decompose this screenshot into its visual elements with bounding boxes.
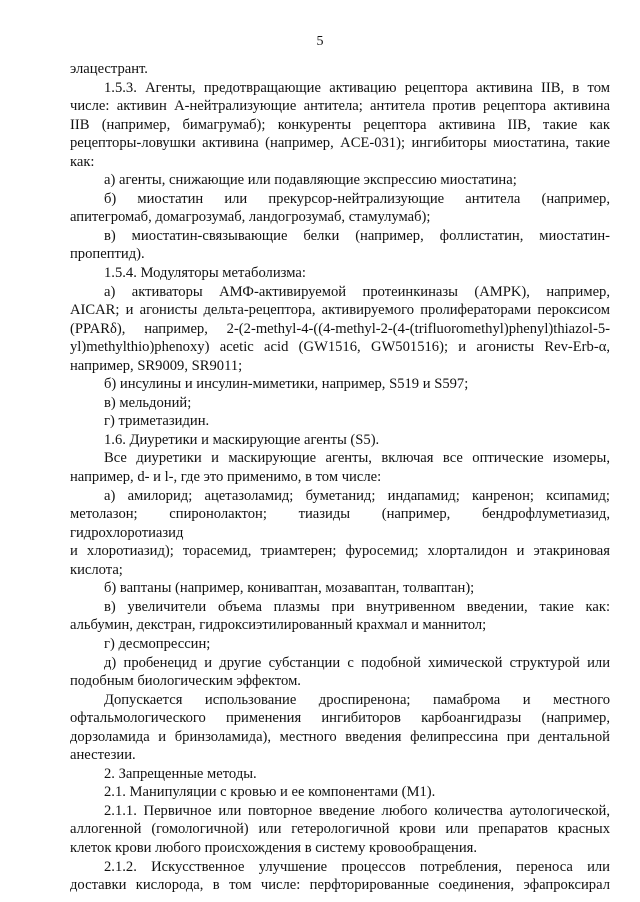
text-line: б) ваптаны (например, кониваптан, мозаваптан, толваптан); xyxy=(104,580,475,597)
text-line: рецепторы-ловушки активина (например, ACE-031); ингибиторы миостатина, такие xyxy=(70,135,610,152)
text-line: например, d- и l-, где это применимо, в том числе: xyxy=(70,469,382,486)
text-line: альбумин, декстран, гидроксиэтилированный крахмал и маннитол; xyxy=(70,617,487,634)
text-line: доставки кислорода, в том числе: перфторированные соединения, эфапроксирал xyxy=(70,877,610,894)
text-line: д) пробенецид и другие субстанции с подобной химической структурой или xyxy=(104,654,610,671)
text-line: г) триметазидин. xyxy=(104,413,210,430)
text-line: дорзоламида и бринзоламида), местного введения фелипрессина при дентальной xyxy=(70,728,610,745)
text-line: а) амилорид; ацетазоламид; буметанид; индапамид; канренон; ксипамид; xyxy=(104,487,610,504)
text-line: 2.1.1. Первичное или повторное введение любого количества аутологической, xyxy=(104,802,610,819)
text-line: 1.5.4. Модуляторы метаболизма: xyxy=(104,265,306,282)
text-line: Допускается использование дроспиренона; памаброма и местного xyxy=(104,691,610,708)
text-line: апитегромаб, домагрозумаб, ландогрозумаб, стамулумаб); xyxy=(70,209,431,226)
text-line: клеток крови любого происхождения в систему кровообращения. xyxy=(70,839,478,856)
text-line: (PPARδ), например, 2-(2-methyl-4-((4-methyl-2-(4-(trifluoromethyl)phenyl)thiazol-5- xyxy=(70,320,610,337)
text-line: 2. Запрещенные методы. xyxy=(104,765,257,782)
text-line: анестезии. xyxy=(70,747,136,764)
document-body xyxy=(70,60,610,895)
text-line: yl)methylthio)phenoxy) acetic acid (GW1516, GW501516); и агонисты Rev-Erb-α, xyxy=(70,339,610,356)
text-line: а) активаторы АМФ-активируемой протеинкиназы (AMPK), например, xyxy=(104,283,610,300)
text-line: например, SR9009, SR9011; xyxy=(70,357,243,374)
text-line: в) увеличители объема плазмы при внутривенном введении, такие как: xyxy=(104,598,610,615)
text-line: 2.1. Манипуляции с кровью и ее компонентами (M1). xyxy=(104,784,436,801)
text-line: офтальмологического применения ингибиторов карбоангидразы (например, xyxy=(70,710,610,727)
text-line: элацестрант. xyxy=(70,61,148,77)
text-line: метолазон; спиронолактон; тиазиды (например, бендрофлуметиазид, xyxy=(70,506,610,523)
text-line: кислота; xyxy=(70,561,123,578)
text-line: Все диуретики и маскирующие агенты, включая все оптические изомеры, xyxy=(104,450,610,467)
page-number: 5 xyxy=(316,34,324,49)
text-line: 1.6. Диуретики и маскирующие агенты (S5). xyxy=(104,431,380,448)
text-line: в) миостатин-связывающие белки (например, фоллистатин, миостатин- xyxy=(104,227,610,244)
text-line: и хлоротиазид); торасемид, триамтерен; фуросемид; хлорталидон и этакриновая xyxy=(70,543,610,560)
text-line: аллогенной (гомологичной) или гетерологичной крови или препаратов красных xyxy=(70,821,610,838)
text-line: а) агенты, снижающие или подавляющие экспрессию миостатина; xyxy=(104,172,517,189)
text-line: как: xyxy=(70,153,95,170)
text-line: 2.1.2. Искусственное улучшение процессов потребления, переноса или xyxy=(104,858,610,875)
text-line: в) мельдоний; xyxy=(104,394,192,411)
text-line: г) десмопрессин; xyxy=(104,635,211,652)
text-line: пропептид). xyxy=(70,246,145,263)
text-line: б) миостатин или прекурсор-нейтрализующие антитела (например, xyxy=(104,190,610,207)
text-line: б) инсулины и инсулин-миметики, например, S519 и S597; xyxy=(104,376,469,393)
text-line: IIB (например, бимагрумаб); конкуренты рецептора активина IIB, такие как xyxy=(70,116,610,133)
text-line: подобным биологическим эффектом. xyxy=(70,673,301,690)
text-line: 1.5.3. Агенты, предотвращающие активацию рецептора активина IIB, в том xyxy=(104,79,610,96)
text-line: AICAR; и агонисты дельта-рецептора, активируемого пролифераторами пероксисом xyxy=(70,302,610,319)
text-line: гидрохлоротиазид xyxy=(70,524,184,541)
text-line: числе: активин А-нейтрализующие антитела; антитела против рецептора активина xyxy=(70,98,610,115)
